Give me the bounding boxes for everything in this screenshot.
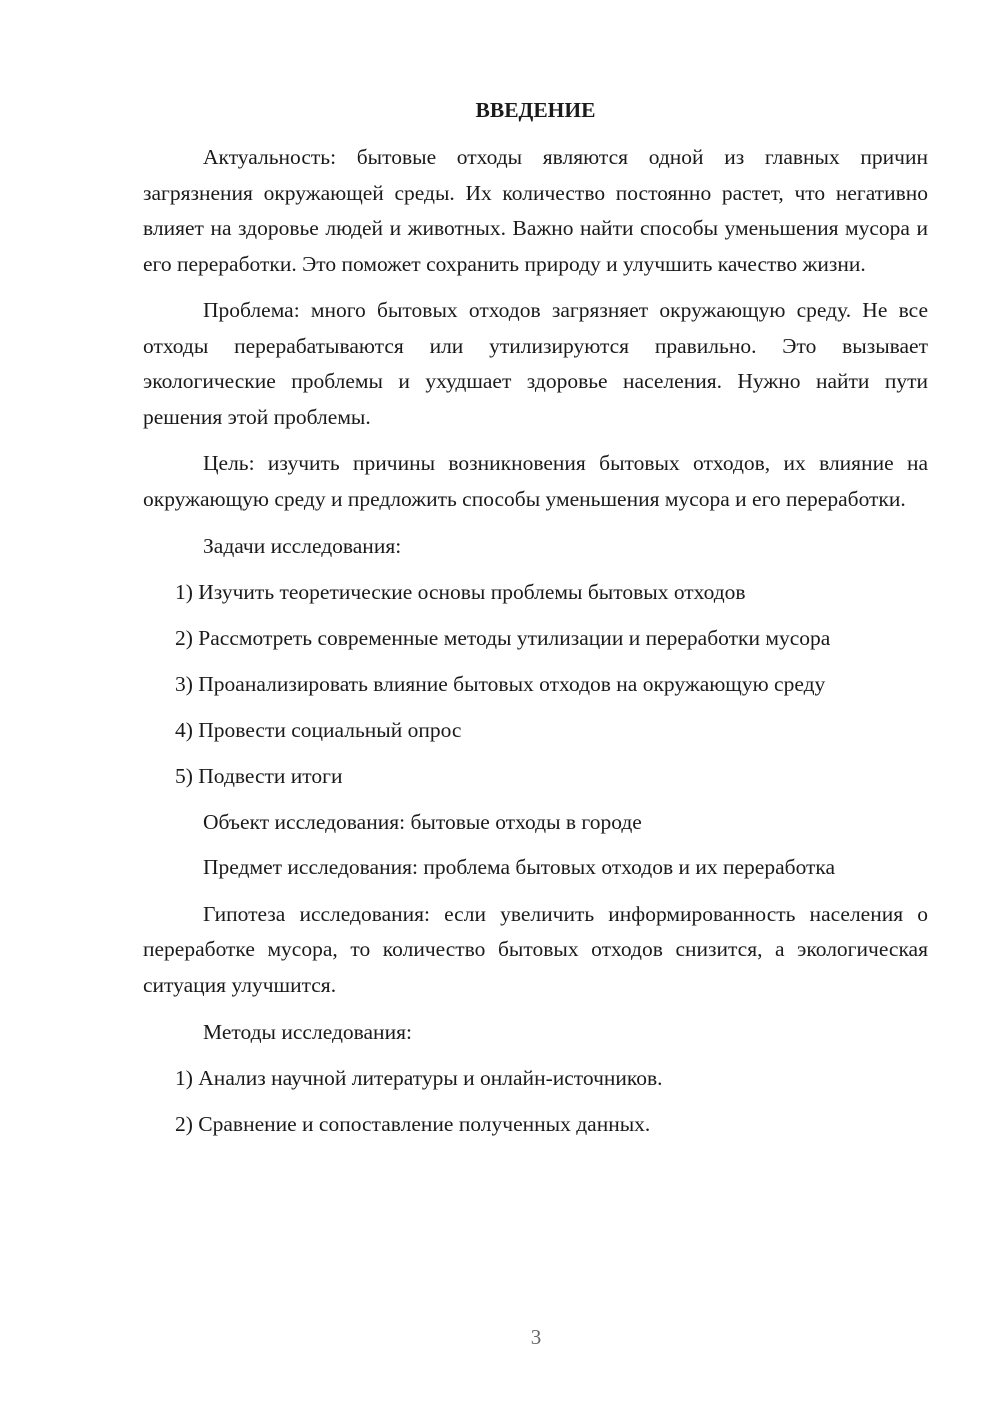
subject-paragraph: Предмет исследования: проблема бытовых отходов и их переработка — [203, 855, 836, 879]
page-title: ВВЕДЕНИЕ — [475, 98, 596, 122]
task-item-3: 3) Проанализировать влияние бытовых отходов на окружающую среду — [175, 672, 826, 696]
methods-heading: Методы исследования: — [203, 1020, 412, 1044]
problem-paragraph: Проблема: много бытовых отходов загрязняет окружающую среду. Не все отходы перерабатываются или утилизируются правильно. Это вызывает экологические проблемы и ухудшает здоровье населения. Нужно найти пути решения этой проблемы. — [143, 298, 928, 429]
task-item-4: 4) Провести социальный опрос — [175, 718, 462, 742]
relevance-paragraph: Актуальность: бытовые отходы являются одной из главных причин загрязнения окружающей среды. Их количество постоянно растет, что негативно влияет на здоровье людей и животных. Важно найти способы уменьшения мусора и его переработки. Это поможет сохранить природу и улучшить качество жизни. — [143, 145, 928, 276]
method-item-1: 1) Анализ научной литературы и онлайн-источников. — [175, 1066, 663, 1090]
goal-paragraph: Цель: изучить причины возникновения бытовых отходов, их влияние на окружающую среду и предложить способы уменьшения мусора и его переработки. — [143, 451, 928, 511]
object-paragraph: Объект исследования: бытовые отходы в городе — [203, 810, 642, 834]
tasks-heading: Задачи исследования: — [203, 534, 402, 558]
page-number: 3 — [530, 1325, 542, 1349]
task-item-1: 1) Изучить теоретические основы проблемы бытовых отходов — [175, 580, 746, 604]
method-item-2: 2) Сравнение и сопоставление полученных данных. — [175, 1112, 651, 1136]
task-item-2: 2) Рассмотреть современные методы утилизации и переработки мусора — [175, 626, 831, 650]
hypothesis-paragraph: Гипотеза исследования: если увеличить информированность населения о переработке мусора, то количество бытовых отходов снизится, а экологическая ситуация улучшится. — [143, 901, 928, 997]
task-item-5: 5) Подвести итоги — [175, 764, 343, 788]
document-body — [143, 92, 928, 1152]
